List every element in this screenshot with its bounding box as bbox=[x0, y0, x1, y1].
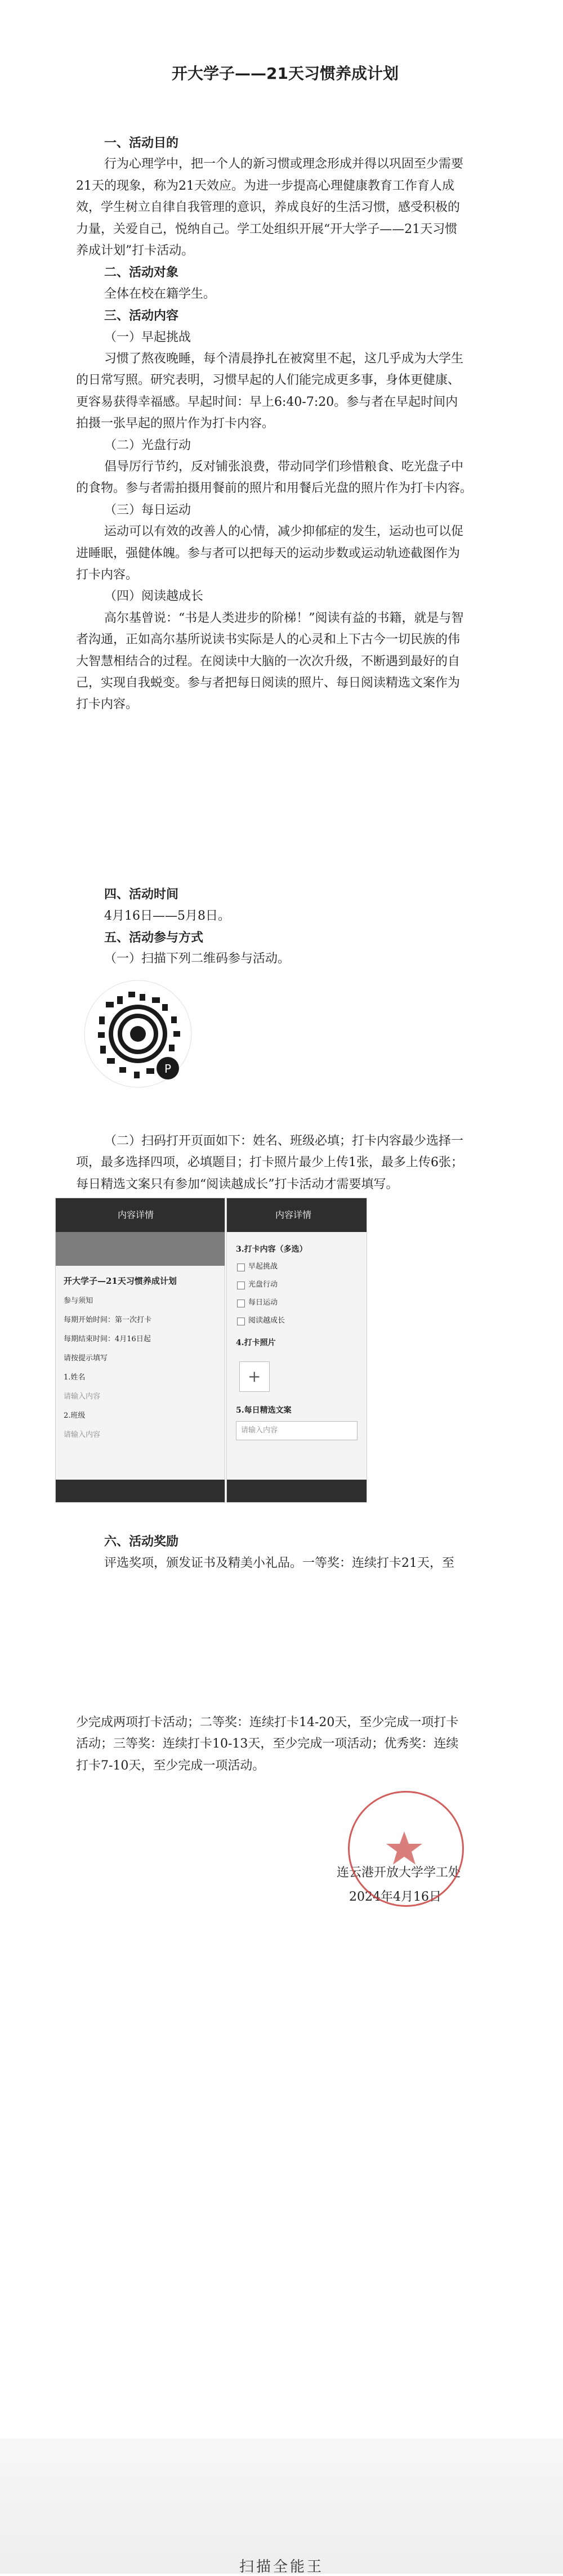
screen-text: 请输入内容 bbox=[64, 1431, 101, 1439]
text-line: 二、活动对象 bbox=[104, 265, 179, 280]
text-line: 四、活动时间 bbox=[104, 887, 179, 902]
right-screen-q5: 5.每日精选文案 bbox=[236, 1406, 292, 1415]
checkbox-label: 每日运动 bbox=[248, 1298, 278, 1307]
text-line: 打卡内容。 bbox=[76, 697, 138, 712]
text-line: 高尔基曾说：“书是人类进步的阶梯！”阅读有益的书籍，就是与智 bbox=[104, 611, 464, 625]
checkbox bbox=[237, 1264, 245, 1271]
official-seal bbox=[348, 1791, 464, 1907]
text-line: （四）阅读越成长 bbox=[104, 589, 204, 604]
text-line: 进睡眠，强健体魄。参与者可以把每天的运动步数或运动轨迹截图作为 bbox=[76, 546, 461, 561]
text-line: 21天的现象，称为21天效应。为进一步提高心理健康教育工作育人成 bbox=[76, 178, 454, 193]
text-line: 运动可以有效的改善人的心情，减少抑郁症的发生，运动也可以促 bbox=[104, 525, 464, 539]
screenshot-form-left bbox=[55, 1198, 225, 1503]
screen-text: 每期开始时间：第一次打卡 bbox=[64, 1316, 152, 1324]
text-line: 项，最多选择四项，必填题目；打卡照片最少上传1张，最多上传6张； bbox=[76, 1155, 463, 1170]
text-line: （一）早起挑战 bbox=[104, 330, 191, 344]
add-photo-icon: + bbox=[248, 1367, 261, 1386]
screen-text: 请按提示填写 bbox=[64, 1354, 108, 1363]
text-line: 力量，关爱自己，悦纳自己。学工处组织开展“开大学子——21天习惯 bbox=[76, 222, 458, 236]
checkbox bbox=[237, 1300, 245, 1307]
text-line: 打卡内容。 bbox=[76, 568, 138, 582]
screen-text: 每期结束时间：4月16日起 bbox=[64, 1335, 151, 1343]
text-line: 倡导厉行节约，反对铺张浪费，带动同学们珍惜粮食、吃光盘子中 bbox=[104, 460, 464, 474]
text-line: 六、活动奖励 bbox=[104, 1534, 179, 1549]
text-line: （二）扫码打开页面如下：姓名、班级必填；打卡内容最少选择一 bbox=[104, 1134, 464, 1148]
text-line: 养成计划”打卡活动。 bbox=[76, 244, 194, 258]
text-line: 五、活动参与方式 bbox=[104, 930, 204, 945]
doc-title: 开大学子——21天习惯养成计划 bbox=[172, 64, 399, 83]
screen-text: 1.姓名 bbox=[64, 1373, 86, 1382]
text-line: 效，学生树立自律自我管理的意识，养成良好的生活习惯，感受积极的 bbox=[76, 200, 461, 215]
text-line: 4月16日——5月8日。 bbox=[104, 909, 230, 923]
signature-date: 2024年4月16日 bbox=[349, 1890, 441, 1904]
right-screen-header: 内容详情 bbox=[275, 1209, 312, 1220]
qr-code-icon bbox=[83, 979, 193, 1088]
text-line: 的食物。参与者需拍摄用餐前的照片和用餐后光盘的照片作为打卡内容。 bbox=[76, 481, 473, 496]
svg-text:P: P bbox=[164, 1062, 172, 1076]
screen-text: 请输入内容 bbox=[64, 1392, 101, 1401]
text-line: （三）每日运动 bbox=[104, 503, 191, 517]
text-line: 的日常写照。研究表明，习惯早起的人们能完成更多事，身体更健康、 bbox=[76, 373, 461, 388]
text-line: 打卡7-10天，至少完成一项活动。 bbox=[76, 1758, 265, 1773]
text-line: 更容易获得幸福感。早起时间：早上6:40-7:20。参与者在早起时间内 bbox=[76, 395, 458, 409]
right-screen-q4: 4.打卡照片 bbox=[236, 1338, 276, 1347]
right-screen-input: 请输入内容 bbox=[241, 1426, 278, 1435]
checkbox-label: 早起挑战 bbox=[248, 1262, 278, 1271]
text-line: 己，实现自我蜕变。参与者把每日阅读的照片、每日阅读精选文案作为 bbox=[76, 676, 461, 690]
checkbox bbox=[237, 1282, 245, 1289]
checkbox bbox=[237, 1318, 245, 1325]
text-line: 三、活动内容 bbox=[104, 308, 179, 324]
text-line: （一）扫描下列二维码参与活动。 bbox=[104, 952, 291, 966]
screenshot-form-right bbox=[226, 1198, 367, 1503]
text-line: 评选奖项，颁发证书及精美小礼品。一等奖：连续打卡21天，至 bbox=[104, 1556, 454, 1570]
checkbox-label: 光盘行动 bbox=[248, 1280, 278, 1289]
text-line: （二）光盘行动 bbox=[104, 438, 191, 453]
text-line: 少完成两项打卡活动；二等奖：连续打卡14-20天，至少完成一项打卡 bbox=[76, 1715, 459, 1730]
text-line: 大智慧相结合的过程。在阅读中大脑的一次次升级，不断遇到最好的自 bbox=[76, 654, 461, 669]
text-line: 全体在校在籍学生。 bbox=[104, 286, 216, 301]
signature-org: 连云港开放大学学工处 bbox=[337, 1866, 461, 1880]
checkbox-label: 阅读越成长 bbox=[248, 1316, 285, 1325]
text-line: 习惯了熬夜晚睡，每个清晨挣扎在被窝里不起，这几乎成为大学生 bbox=[104, 352, 464, 366]
text-line: 行为心理学中，把一个人的新习惯或理念形成并得以巩固至少需要 bbox=[104, 157, 464, 172]
text-line: 者沟通，正如高尔基所说读书实际是人的心灵和上下古今一切民族的伟 bbox=[76, 633, 461, 647]
text-line: 每日精选文案只有参加“阅读越成长”打卡活动才需要填写。 bbox=[76, 1177, 399, 1191]
text-line: 活动；三等奖：连续打卡10-13天，至少完成一项活动；优秀奖：连续 bbox=[76, 1737, 459, 1751]
scanner-footer bbox=[0, 2439, 563, 2574]
screen-text: 参与须知 bbox=[64, 1297, 93, 1305]
text-line: 拍摄一张早起的照片作为打卡内容。 bbox=[76, 416, 275, 431]
screen-text: 2.班级 bbox=[64, 1412, 86, 1420]
text-line: 一、活动目的 bbox=[104, 136, 179, 150]
scanner-app-name: 扫描全能王 bbox=[239, 2559, 324, 2575]
left-screen-header: 内容详情 bbox=[118, 1209, 154, 1220]
left-screen-title: 开大学子—21天习惯养成计划 bbox=[64, 1276, 177, 1286]
right-screen-q3: 3.打卡内容（多选） bbox=[236, 1245, 307, 1254]
